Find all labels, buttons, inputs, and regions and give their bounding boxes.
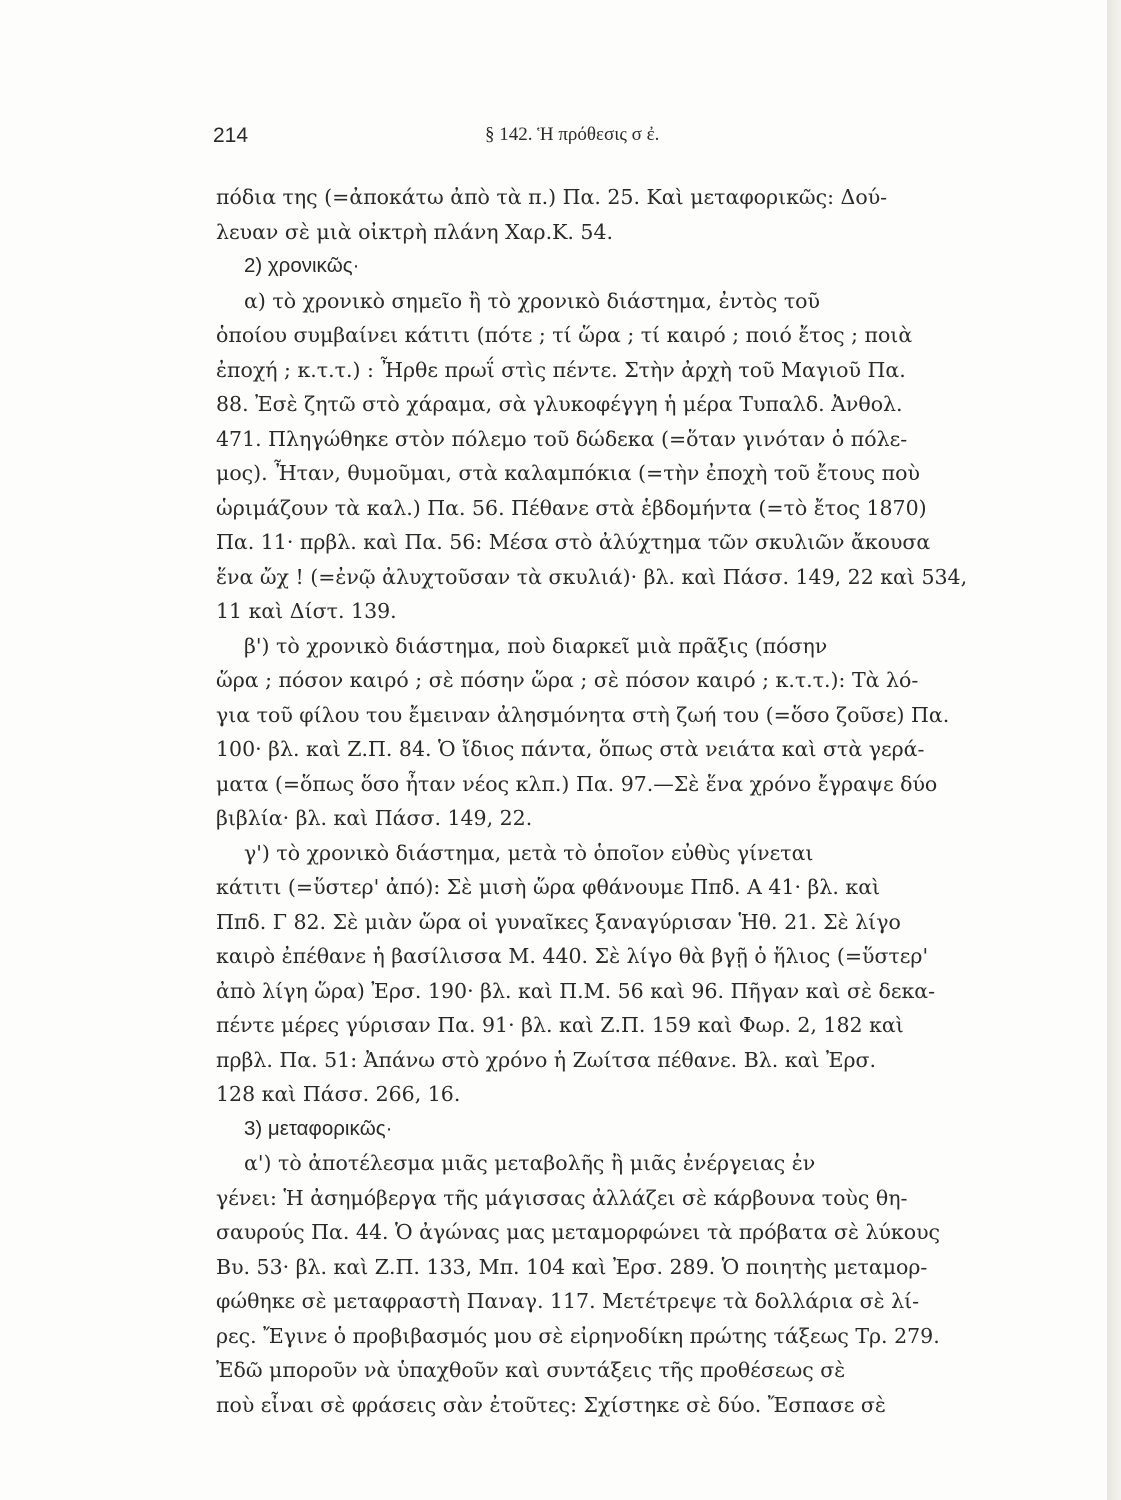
text-line: μος). Ἦταν, θυμοῦμαι, στὰ καλαμπόκια (=τὴν ἐποχὴ τοῦ ἔτους ποὺ [216,461,920,485]
text-line: Ἐδῶ μποροῦν νὰ ὑπαχθοῦν καὶ συντάξεις τῆς προθέσεως σὲ [216,1358,846,1382]
text-line: 471. Πληγώθηκε στὸν πόλεμο τοῦ δώδεκα (=ὅταν γινόταν ὁ πόλε- [216,426,908,451]
text-line: β') τὸ χρονικὸ διάστημα, ποὺ διαρκεῖ μιὰ πρᾶξις (πόσην [244,633,828,658]
text-line: 88. Ἐσὲ ζητῶ στὸ χάραμα, σὰ γλυκοφέγγη ἡ μέρα Τυπαλδ. Ἀνθολ. [216,392,903,416]
text-line: γ') τὸ χρονικὸ διάστημα, μετὰ τὸ ὁποῖον εὐθὺς γίνεται [244,840,814,865]
text-line: σαυρούς Πα. 44. Ὁ ἀγώνας μας μεταμορφώνει τὰ πρόβατα σὲ λύκους [216,1220,941,1244]
text-line: φώθηκε σὲ μεταφραστὴ Παναγ. 117. Μετέτρεψε τὰ δολλάρια σὲ λί- [216,1289,920,1313]
page-edge-shadow [1107,0,1121,1500]
page-number: 214 [213,124,249,147]
running-head: § 142. Ἡ πρόθεσις σ ἐ. [485,124,660,145]
text-line: 128 καὶ Πάσσ. 266, 16. [216,1082,461,1106]
text-line: ματα (=ὅπως ὅσο ἦταν νέος κλπ.) Πα. 97.—Σὲ ἕνα χρόνο ἔγραψε δύο [216,771,938,796]
text-line: πρβλ. Πα. 51: Ἀπάνω στὸ χρόνο ἡ Ζωίτσα πέθανε. Βλ. καὶ Ἐρσ. [216,1047,877,1072]
text-line: καιρὸ ἐπέθανε ἡ βασίλισσα Μ. 440. Σὲ λίγο θὰ βγῇ ὁ ἥλιος (=ὕστερ' [216,944,929,968]
text-line: ἐποχή ; κ.τ.τ.) : Ἦρθε πρωΐ στὶς πέντε. Στὴν ἀρχὴ τοῦ Μαγιοῦ Πα. [216,357,906,382]
text-line: ὡριμάζουν τὰ καλ.) Πα. 56. Πέθανε στὰ ἑβδομήντα (=τὸ ἔτος 1870) [216,495,927,520]
text-line: ὁποίου συμβαίνει κάτιτι (πότε ; τί ὥρα ; τί καιρό ; ποιό ἔτος ; ποιὰ [216,323,913,347]
text-line: ποὺ εἶναι σὲ φράσεις σὰν ἐτοῦτες: Σχίστηκε σὲ δύο. Ἔσπασε σὲ [216,1392,886,1417]
text-line: Πα. 11· πρβλ. καὶ Πα. 56: Μέσα στὸ ἀλύχτημα τῶν σκυλιῶν ἄκουσα [216,530,931,554]
text-line: πόδια της (=ἀποκάτω ἀπὸ τὰ π.) Πα. 25. Καὶ μεταφορικῶς: Δού- [216,185,888,209]
text-line: βιβλία· βλ. καὶ Πάσσ. 149, 22. [216,806,533,830]
text-line: πέντε μέρες γύρισαν Πα. 91· βλ. καὶ Ζ.Π. 159 καὶ Φωρ. 2, 182 καὶ [216,1013,904,1037]
section-heading: 2) χρονικῶς· [244,254,360,277]
text-line: για τοῦ φίλου του ἔμειναν ἀλησμόνητα στὴ ζωή του (=ὅσο ζοῦσε) Πα. [216,702,950,727]
page-body-text [216,180,1006,1422]
text-line: ἕνα ὤχ ! (=ἐνῷ ἀλυχτοῦσαν τὰ σκυλιά)· βλ. καὶ Πάσσ. 149, 22 καὶ 534, [216,564,968,589]
text-line: γένει: Ἡ ἀσημόβεργα τῆς μάγισσας ἀλλάζει σὲ κάρβουνα τοὺς θη- [216,1185,908,1210]
text-line: Ππδ. Γ 82. Σὲ μιὰν ὥρα οἱ γυναῖκες ξαναγύρισαν Ἡθ. 21. Σὲ λίγο [216,909,901,934]
text-line: α) τὸ χρονικὸ σημεῖο ἢ τὸ χρονικὸ διάστημα, ἐντὸς τοῦ [244,288,820,313]
section-heading: 3) μεταφορικῶς· [244,1116,393,1140]
text-line: κάτιτι (=ὕστερ' ἀπό): Σὲ μισὴ ὥρα φθάνουμε Ππδ. Α 41· βλ. καὶ [216,875,881,899]
text-line: ὥρα ; πόσον καιρό ; σὲ πόσην ὥρα ; σὲ πόσον καιρό ; κ.τ.τ.): Τὰ λό- [216,668,919,692]
text-line: λευαν σὲ μιὰ οἰκτρὴ πλάνη Χαρ.Κ. 54. [216,219,614,244]
text-line: 100· βλ. καὶ Ζ.Π. 84. Ὁ ἴδιος πάντα, ὅπως στὰ νειάτα καὶ στὰ γερά- [216,737,925,761]
text-line: 11 καὶ Δίστ. 139. [216,599,397,623]
text-line: Βυ. 53· βλ. καὶ Ζ.Π. 133, Μπ. 104 καὶ Ἐρσ. 289. Ὁ ποιητὴς μεταμορ- [216,1254,928,1279]
text-line: α') τὸ ἀποτέλεσμα μιᾶς μεταβολῆς ἢ μιᾶς ἐνέργειας ἐν [244,1151,816,1175]
text-line: ρες. Ἔγινε ὁ προβιβασμός μου σὲ εἰρηνοδίκη πρώτης τάξεως Τρ. 279. [216,1323,940,1348]
text-line: ἀπὸ λίγη ὥρα) Ἐρσ. 190· βλ. καὶ Π.Μ. 56 καὶ 96. Πῆγαν καὶ σὲ δεκα- [216,978,936,1003]
